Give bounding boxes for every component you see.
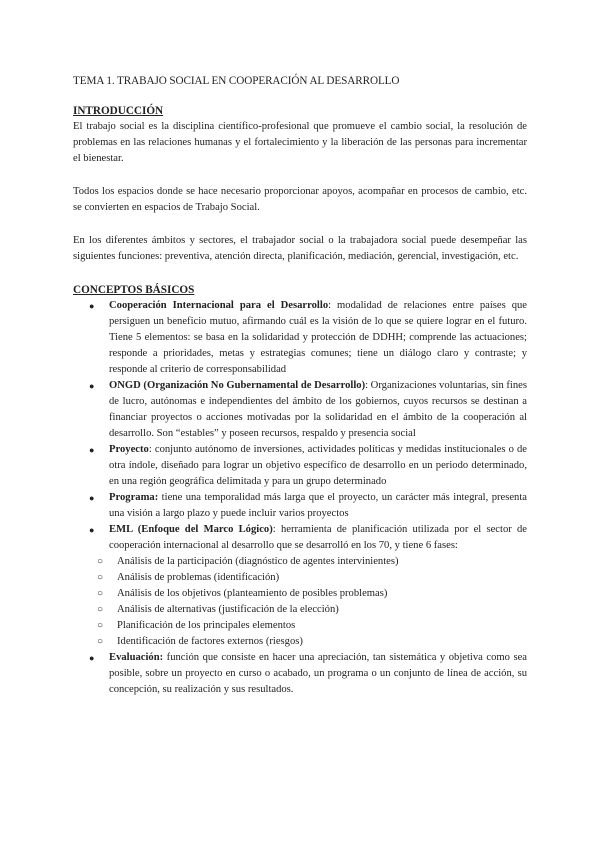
concept-definition: tiene una temporalidad más larga que el proyecto, un carácter más integral, presenta una visión a largo plazo y puede incluir varios proyectos (109, 492, 527, 519)
bullet-icon: ● (89, 381, 95, 391)
document-title: TEMA 1. TRABAJO SOCIAL EN COOPERACIÓN AL DESARROLLO (73, 75, 400, 87)
concept-definition: : Organizaciones voluntarias, sin fines de lucro, autónomas e independientes del ámbito de los gobiernos, cuyos recursos se destinan a financiar proyectos o acciones motivadas por la solidaridad en el ámbito de la cooperación al desarrollo. Son “estables” y poseen recursos, respaldo y presencia social (109, 380, 528, 439)
bullet-icon: ● (89, 653, 95, 663)
intro-paragraph-2: Todos los espacios donde se hace necesario proporcionar apoyos, acompañar en procesos de cambio, etc. se convierten en espacios de Trabajo Social. (73, 186, 527, 213)
concept-term: Programa: (109, 492, 159, 503)
bullet-icon: ● (89, 445, 95, 455)
eml-phases-list (73, 554, 527, 650)
circle-bullet-icon: ○ (97, 588, 104, 599)
concept-term: Proyecto (109, 444, 149, 455)
bullet-icon: ● (89, 493, 95, 503)
eml-phase-item: ○ Planificación de los principales elementos (73, 618, 527, 634)
concept-definition: : herramienta de planificación utilizada por el sector de cooperación internacional al desarrollo que se desarrolló en los 70, y tiene 6 fases: (109, 524, 527, 551)
document-page (73, 73, 527, 698)
bullet-icon: ● (89, 301, 95, 311)
circle-bullet-icon: ○ (97, 604, 104, 615)
concept-term: EML (Enfoque del Marco Lógico) (109, 524, 273, 535)
eml-phase-item: ○ Análisis de problemas (identificación) (73, 570, 527, 586)
concepts-list (73, 298, 527, 698)
circle-bullet-icon: ○ (97, 556, 104, 567)
concept-definition: función que consiste en hacer una apreciación, tan sistemática y objetiva como sea posible, sobre un proyecto en curso o acabado, un programa o un conjunto de línea de acción, su concepción, su realización y sus resultados. (109, 652, 527, 695)
concept-term: ONGD (Organización No Gubernamental de Desarrollo) (109, 380, 366, 391)
eml-phase-item: ○ Análisis de alternativas (justificación de la elección) (73, 602, 527, 618)
eml-phase-item: ○ Identificación de factores externos (riesgos) (73, 634, 527, 650)
list-item (73, 298, 527, 378)
circle-bullet-icon: ○ (97, 620, 104, 631)
circle-bullet-icon: ○ (97, 636, 104, 647)
concept-term: Evaluación: (109, 652, 164, 663)
intro-paragraph-3: En los diferentes ámbitos y sectores, el trabajador social o la trabajadora social puede desempeñar las siguientes funciones: preventiva, atención directa, planificación, mediación, gerencial, investigación, etc. (73, 235, 527, 262)
list-item (73, 522, 527, 650)
bullet-icon: ● (89, 525, 95, 535)
eml-phase-item: ○ Análisis de los objetivos (planteamiento de posibles problemas) (73, 586, 527, 602)
concept-term: Cooperación Internacional para el Desarrollo (109, 300, 329, 311)
intro-paragraph-1: El trabajo social es la disciplina científico-profesional que promueve el cambio social, la resolución de problemas en las relaciones humanas y el fortalecimiento y la liberación de las personas para incrementar el bienestar. (73, 121, 527, 164)
concept-definition: : conjunto autónomo de inversiones, actividades políticas y medidas institucionales o de otra índole, diseñado para lograr un objetivo específico de desarrollo en un periodo determinado, en una región geográfica delimitada y para un grupo determinado (109, 444, 527, 487)
concept-definition: : modalidad de relaciones entre países que persiguen un beneficio mutuo, afirmando cuál es la visión de lo que se quiere lograr en el futuro. Tiene 5 elementos: se basa en la solidaridad y protección de DDHH; comprende las actuaciones; responde a prioridades, metas y estrategias comunes; tiene un diálogo claro y contraste; y responde al criterio de corresponsabilidad (109, 300, 527, 375)
concepts-heading: CONCEPTOS BÁSICOS (73, 284, 195, 296)
list-item (73, 650, 527, 698)
list-item (73, 378, 527, 442)
intro-heading: INTRODUCCIÓN (73, 105, 164, 117)
circle-bullet-icon: ○ (97, 572, 104, 583)
list-item (73, 442, 527, 490)
list-item (73, 490, 527, 522)
eml-phase-item: ○ Análisis de la participación (diagnóstico de agentes intervinientes) (73, 554, 527, 570)
